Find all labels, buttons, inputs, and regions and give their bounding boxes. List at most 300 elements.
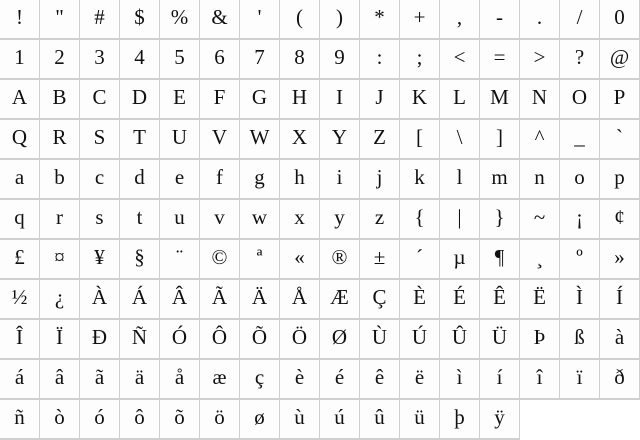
glyph-char: « (294, 244, 305, 269)
glyph-cell[interactable] (240, 240, 280, 280)
glyph-cell[interactable] (400, 120, 440, 160)
glyph-char: x (294, 204, 305, 229)
glyph-char: ? (574, 44, 585, 69)
glyph-cell[interactable] (120, 120, 160, 160)
glyph-cell[interactable] (480, 0, 520, 40)
glyph-cell[interactable] (40, 120, 80, 160)
glyph-char: ' (257, 4, 262, 29)
glyph-cell[interactable] (360, 0, 400, 40)
glyph-char: ± (373, 244, 386, 269)
glyph-cell[interactable] (240, 320, 280, 360)
glyph-char: W (249, 124, 270, 149)
glyph-cell[interactable] (160, 320, 200, 360)
glyph-char: Þ (533, 324, 546, 349)
glyph-cell[interactable] (440, 240, 480, 280)
glyph-cell[interactable] (40, 40, 80, 80)
glyph-char: # (94, 4, 105, 29)
glyph-cell[interactable] (0, 240, 40, 280)
glyph-char: g (254, 164, 265, 189)
glyph-cell[interactable] (40, 400, 80, 440)
glyph-cell[interactable] (280, 120, 320, 160)
glyph-char: F (213, 84, 226, 109)
glyph-cell[interactable] (200, 280, 240, 320)
glyph-char: [ (416, 124, 423, 149)
glyph-cell[interactable] (200, 160, 240, 200)
glyph-cell[interactable] (80, 400, 120, 440)
glyph-cell[interactable] (360, 200, 400, 240)
glyph-cell[interactable] (0, 360, 40, 400)
glyph-cell[interactable] (280, 280, 320, 320)
glyph-cell[interactable] (520, 40, 560, 80)
glyph-cell[interactable] (600, 280, 640, 320)
glyph-cell[interactable] (200, 80, 240, 120)
glyph-char: $ (134, 4, 145, 29)
glyph-cell[interactable] (0, 320, 40, 360)
glyph-char: } (494, 204, 505, 229)
glyph-char: U (171, 124, 188, 149)
glyph-cell[interactable] (120, 320, 160, 360)
glyph-cell[interactable] (0, 280, 40, 320)
glyph-cell[interactable] (560, 280, 600, 320)
glyph-cell[interactable] (560, 80, 600, 120)
glyph-char: ® (331, 244, 348, 269)
glyph-cell[interactable] (440, 0, 480, 40)
glyph-char: Ê (493, 284, 506, 309)
glyph-char: k (414, 164, 425, 189)
glyph-cell[interactable] (520, 120, 560, 160)
glyph-char: J (375, 84, 384, 109)
glyph-cell[interactable] (440, 80, 480, 120)
glyph-char: ; (416, 44, 423, 69)
glyph-char: y (334, 204, 345, 229)
glyph-cell[interactable] (360, 360, 400, 400)
glyph-char: K (411, 84, 428, 109)
glyph-char: 2 (54, 44, 65, 69)
glyph-cell[interactable] (320, 360, 360, 400)
glyph-char: r (56, 204, 63, 229)
glyph-char: ¨ (176, 244, 183, 269)
glyph-cell[interactable] (600, 0, 640, 40)
glyph-cell[interactable] (160, 160, 200, 200)
glyph-cell[interactable] (360, 280, 400, 320)
glyph-cell[interactable] (240, 120, 280, 160)
glyph-char: Y (331, 124, 348, 149)
glyph-char: w (251, 204, 268, 229)
glyph-cell[interactable] (440, 360, 480, 400)
glyph-cell[interactable] (160, 280, 200, 320)
glyph-cell[interactable] (560, 160, 600, 200)
glyph-char: X (291, 124, 308, 149)
glyph-cell[interactable] (0, 40, 40, 80)
glyph-cell[interactable] (560, 200, 600, 240)
glyph-cell[interactable] (600, 120, 640, 160)
glyph-char: Ô (211, 324, 228, 349)
glyph-char: Û (451, 324, 468, 349)
glyph-cell[interactable] (480, 280, 520, 320)
glyph-char: ã (94, 364, 105, 389)
glyph-char: j (376, 164, 383, 189)
glyph-char: ß (574, 324, 585, 349)
glyph-cell[interactable] (600, 200, 640, 240)
glyph-cell[interactable] (200, 40, 240, 80)
glyph-char: ´ (416, 244, 423, 269)
glyph-char: ¥ (94, 244, 105, 269)
glyph-cell[interactable] (320, 400, 360, 440)
glyph-char: - (496, 4, 503, 29)
glyph-cell[interactable] (600, 240, 640, 280)
glyph-char: Ñ (131, 324, 148, 349)
glyph-cell[interactable] (200, 120, 240, 160)
glyph-cell[interactable] (40, 80, 80, 120)
glyph-cell[interactable] (400, 160, 440, 200)
glyph-cell[interactable] (560, 40, 600, 80)
glyph-cell[interactable] (520, 0, 560, 40)
glyph-cell[interactable] (240, 360, 280, 400)
glyph-char: º (576, 244, 583, 269)
glyph-cell[interactable] (0, 80, 40, 120)
glyph-char: | (457, 204, 462, 229)
glyph-char: Ù (371, 324, 388, 349)
glyph-cell[interactable] (320, 240, 360, 280)
glyph-cell[interactable] (480, 80, 520, 120)
glyph-cell[interactable] (560, 240, 600, 280)
glyph-cell[interactable] (80, 320, 120, 360)
glyph-char: ï (576, 364, 583, 389)
glyph-char: ü (414, 404, 425, 429)
glyph-cell[interactable] (200, 0, 240, 40)
glyph-char: 9 (334, 44, 345, 69)
glyph-char: & (211, 4, 228, 29)
glyph-cell[interactable] (40, 160, 80, 200)
glyph-cell[interactable] (80, 40, 120, 80)
glyph-char: B (52, 84, 67, 109)
glyph-cell[interactable] (560, 0, 600, 40)
glyph-cell[interactable] (600, 40, 640, 80)
glyph-cell[interactable] (280, 240, 320, 280)
glyph-char: þ (454, 404, 465, 429)
glyph-cell[interactable] (440, 400, 480, 440)
glyph-cell[interactable] (520, 360, 560, 400)
glyph-cell[interactable] (160, 200, 200, 240)
glyph-cell[interactable] (80, 120, 120, 160)
glyph-char: À (91, 284, 108, 309)
glyph-cell[interactable] (400, 320, 440, 360)
glyph-char: I (336, 84, 343, 109)
glyph-char: ì (456, 364, 463, 389)
glyph-cell[interactable] (600, 320, 640, 360)
glyph-char: ð (614, 364, 625, 389)
glyph-cell[interactable] (120, 280, 160, 320)
glyph-cell[interactable] (400, 360, 440, 400)
glyph-cell[interactable] (400, 80, 440, 120)
glyph-cell[interactable] (240, 200, 280, 240)
glyph-cell[interactable] (480, 320, 520, 360)
glyph-char: o (574, 164, 585, 189)
glyph-cell[interactable] (320, 80, 360, 120)
glyph-cell[interactable] (600, 360, 640, 400)
glyph-char: . (536, 4, 543, 29)
glyph-char: ~ (533, 204, 546, 229)
glyph-char: ª (256, 244, 263, 269)
glyph-char: â (54, 364, 65, 389)
glyph-cell[interactable] (440, 40, 480, 80)
glyph-cell[interactable] (40, 240, 80, 280)
glyph-char: 7 (254, 44, 265, 69)
glyph-cell[interactable] (520, 280, 560, 320)
glyph-cell[interactable] (40, 320, 80, 360)
glyph-cell[interactable] (520, 80, 560, 120)
glyph-char: Ä (251, 284, 268, 309)
glyph-char: ø (254, 404, 265, 429)
glyph-cell[interactable] (280, 160, 320, 200)
glyph-char: E (173, 84, 186, 109)
glyph-cell[interactable] (400, 200, 440, 240)
glyph-cell[interactable] (120, 400, 160, 440)
glyph-cell[interactable] (320, 320, 360, 360)
glyph-cell[interactable] (360, 80, 400, 120)
glyph-cell[interactable] (280, 0, 320, 40)
glyph-char: / (576, 4, 583, 29)
glyph-cell[interactable] (320, 40, 360, 80)
glyph-cell[interactable] (80, 0, 120, 40)
glyph-char: Ï (56, 324, 63, 349)
glyph-cell[interactable] (280, 320, 320, 360)
glyph-char: ù (294, 404, 305, 429)
glyph-cell[interactable] (160, 0, 200, 40)
glyph-char: ë (414, 364, 425, 389)
glyph-cell[interactable] (440, 320, 480, 360)
glyph-cell[interactable] (120, 240, 160, 280)
glyph-char: ¿ (54, 284, 65, 309)
glyph-cell[interactable] (320, 160, 360, 200)
glyph-cell[interactable] (560, 360, 600, 400)
glyph-char: 4 (134, 44, 145, 69)
glyph-cell[interactable] (480, 160, 520, 200)
glyph-char: ! (16, 4, 23, 29)
glyph-char: N (531, 84, 548, 109)
glyph-cell[interactable] (440, 200, 480, 240)
glyph-char: , (456, 4, 463, 29)
glyph-char: 5 (174, 44, 185, 69)
glyph-char: > (533, 44, 546, 69)
glyph-char: å (174, 364, 185, 389)
glyph-char: 1 (14, 44, 25, 69)
glyph-cell[interactable] (360, 320, 400, 360)
glyph-cell[interactable] (480, 360, 520, 400)
glyph-cell[interactable] (160, 80, 200, 120)
glyph-cell[interactable] (520, 240, 560, 280)
glyph-char: ½ (11, 284, 28, 309)
glyph-cell[interactable] (320, 0, 360, 40)
glyph-cell[interactable] (280, 360, 320, 400)
glyph-char: P (613, 84, 626, 109)
glyph-cell[interactable] (200, 360, 240, 400)
glyph-cell[interactable] (200, 200, 240, 240)
glyph-cell[interactable] (400, 280, 440, 320)
glyph-char: R (52, 124, 67, 149)
glyph-cell[interactable] (120, 0, 160, 40)
glyph-cell[interactable] (440, 120, 480, 160)
glyph-char: n (534, 164, 545, 189)
glyph-cell[interactable] (240, 160, 280, 200)
glyph-cell[interactable] (40, 280, 80, 320)
glyph-char: á (14, 364, 25, 389)
glyph-cell[interactable] (80, 280, 120, 320)
glyph-char: ¶ (494, 244, 505, 269)
glyph-char: l (456, 164, 463, 189)
glyph-cell[interactable] (200, 240, 240, 280)
glyph-char: ¸ (536, 244, 543, 269)
glyph-char: A (11, 84, 28, 109)
glyph-char: V (211, 124, 228, 149)
glyph-cell[interactable] (440, 160, 480, 200)
glyph-cell[interactable] (520, 160, 560, 200)
glyph-char: Ø (331, 324, 348, 349)
glyph-char: Ë (533, 284, 546, 309)
glyph-char: Æ (330, 284, 349, 309)
glyph-char: z (374, 204, 385, 229)
glyph-char: i (336, 164, 343, 189)
glyph-cell[interactable] (360, 120, 400, 160)
glyph-char: 3 (94, 44, 105, 69)
glyph-cell[interactable] (80, 240, 120, 280)
glyph-char: Z (373, 124, 386, 149)
glyph-char: c (94, 164, 105, 189)
glyph-cell[interactable] (480, 200, 520, 240)
glyph-char: D (131, 84, 148, 109)
glyph-char: m (491, 164, 508, 189)
glyph-char: T (133, 124, 146, 149)
glyph-cell[interactable] (240, 0, 280, 40)
glyph-cell[interactable] (320, 280, 360, 320)
glyph-cell[interactable] (320, 200, 360, 240)
glyph-char: ¤ (54, 244, 65, 269)
glyph-cell[interactable] (160, 360, 200, 400)
glyph-cell[interactable] (240, 80, 280, 120)
glyph-cell[interactable] (160, 40, 200, 80)
glyph-cell[interactable] (400, 0, 440, 40)
glyph-char: _ (574, 124, 585, 149)
glyph-char: § (134, 244, 145, 269)
glyph-cell[interactable] (200, 400, 240, 440)
glyph-char: e (174, 164, 185, 189)
glyph-cell[interactable] (400, 240, 440, 280)
glyph-cell[interactable] (400, 400, 440, 440)
glyph-cell[interactable] (160, 400, 200, 440)
glyph-char: ú (334, 404, 345, 429)
glyph-cell[interactable] (160, 240, 200, 280)
glyph-cell[interactable] (600, 160, 640, 200)
glyph-cell[interactable] (280, 200, 320, 240)
glyph-cell[interactable] (0, 0, 40, 40)
glyph-char: ^ (534, 124, 545, 149)
glyph-cell[interactable] (600, 80, 640, 120)
glyph-cell[interactable] (480, 40, 520, 80)
glyph-cell[interactable] (120, 40, 160, 80)
glyph-char: Ç (372, 284, 387, 309)
glyph-char: î (536, 364, 543, 389)
glyph-cell[interactable] (120, 360, 160, 400)
glyph-char: ` (616, 124, 623, 149)
glyph-cell[interactable] (40, 360, 80, 400)
glyph-char: µ (453, 244, 466, 269)
glyph-cell[interactable] (480, 120, 520, 160)
glyph-char: < (453, 44, 466, 69)
glyph-cell[interactable] (520, 200, 560, 240)
glyph-cell[interactable] (560, 120, 600, 160)
glyph-char: ) (336, 4, 343, 29)
glyph-cell[interactable] (480, 240, 520, 280)
glyph-cell[interactable] (240, 280, 280, 320)
glyph-cell[interactable] (560, 320, 600, 360)
glyph-char: ç (254, 364, 265, 389)
glyph-cell[interactable] (360, 160, 400, 200)
glyph-char: % (170, 4, 189, 29)
glyph-char: Õ (251, 324, 268, 349)
glyph-cell[interactable] (120, 200, 160, 240)
glyph-cell[interactable] (120, 80, 160, 120)
glyph-cell[interactable] (400, 40, 440, 80)
glyph-char: û (374, 404, 385, 429)
glyph-char: í (496, 364, 503, 389)
glyph-char: Î (16, 324, 23, 349)
glyph-cell[interactable] (40, 0, 80, 40)
glyph-char: q (14, 204, 25, 229)
glyph-char: È (413, 284, 426, 309)
glyph-cell[interactable] (0, 400, 40, 440)
glyph-cell[interactable] (0, 200, 40, 240)
glyph-cell[interactable] (440, 280, 480, 320)
glyph-char: è (294, 364, 305, 389)
glyph-cell[interactable] (360, 40, 400, 80)
glyph-char: ( (296, 4, 303, 29)
glyph-cell[interactable] (280, 400, 320, 440)
glyph-cell[interactable] (520, 320, 560, 360)
glyph-char: = (493, 44, 506, 69)
glyph-char: Ì (576, 284, 583, 309)
glyph-char: + (413, 4, 426, 29)
glyph-cell[interactable] (280, 40, 320, 80)
glyph-char: » (614, 244, 625, 269)
glyph-cell[interactable] (280, 80, 320, 120)
glyph-cell[interactable] (480, 400, 520, 440)
glyph-cell[interactable] (0, 120, 40, 160)
glyph-cell[interactable] (240, 400, 280, 440)
glyph-cell[interactable] (120, 160, 160, 200)
glyph-cell[interactable] (40, 200, 80, 240)
glyph-cell[interactable] (160, 120, 200, 160)
glyph-cell[interactable] (80, 360, 120, 400)
glyph-char: Í (616, 284, 623, 309)
glyph-cell[interactable] (80, 160, 120, 200)
glyph-char: Ã (211, 284, 228, 309)
glyph-char: L (453, 84, 466, 109)
glyph-char: É (453, 284, 466, 309)
glyph-char: Q (11, 124, 28, 149)
glyph-cell[interactable] (80, 200, 120, 240)
glyph-cell[interactable] (0, 160, 40, 200)
glyph-char: u (174, 204, 185, 229)
glyph-cell[interactable] (320, 120, 360, 160)
glyph-cell[interactable] (360, 400, 400, 440)
glyph-char: O (571, 84, 588, 109)
glyph-cell[interactable] (200, 320, 240, 360)
glyph-cell[interactable] (360, 240, 400, 280)
glyph-char: 8 (294, 44, 305, 69)
glyph-cell[interactable] (80, 80, 120, 120)
glyph-char: ÿ (494, 404, 505, 429)
glyph-cell[interactable] (240, 40, 280, 80)
